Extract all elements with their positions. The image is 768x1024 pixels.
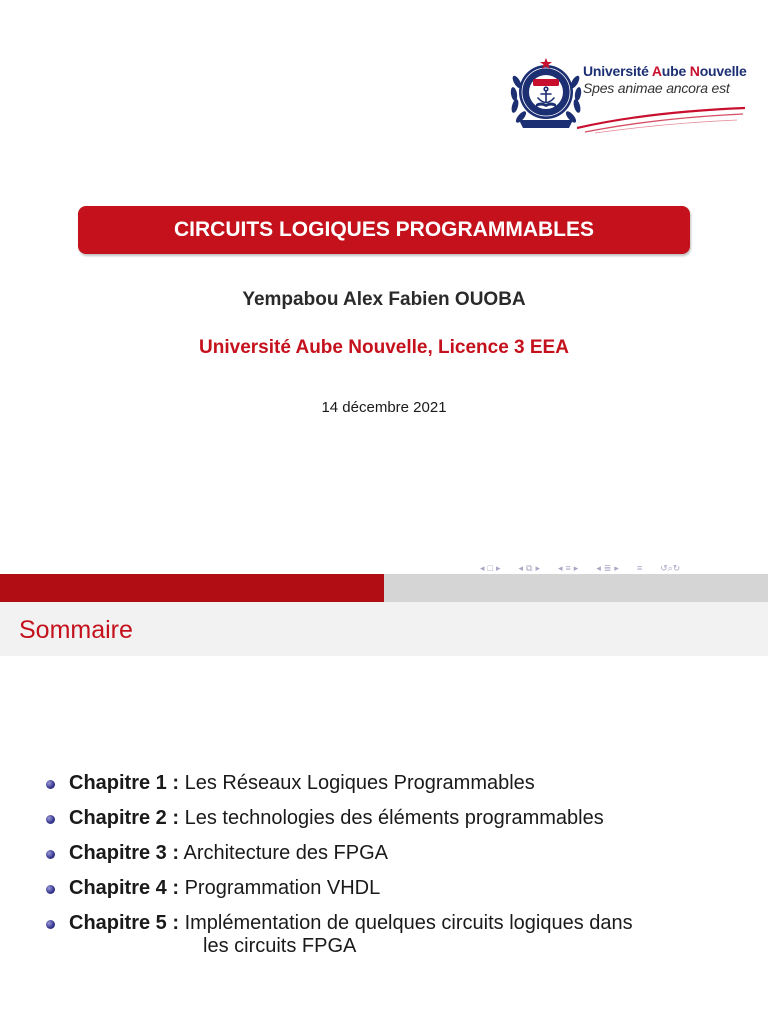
author-name: Yempabou Alex Fabien OUOBA xyxy=(242,289,526,310)
bullet-icon xyxy=(46,885,55,894)
nav-subsubsection-icon[interactable]: ≣ xyxy=(603,562,612,573)
nav-next-subsubsection-icon[interactable]: ▸ xyxy=(614,562,619,573)
header-bar-red xyxy=(0,574,384,602)
header-bar-gray xyxy=(384,574,768,602)
chapter-title: Les technologies des éléments programmables xyxy=(184,807,604,829)
chapter-list xyxy=(46,772,746,970)
list-item xyxy=(46,877,746,900)
chapter-title: Programmation VHDL xyxy=(184,877,381,899)
frame-title: Sommaire xyxy=(19,616,133,644)
logo-motto: Spes animae ancora est xyxy=(583,80,730,96)
nav-prev-frame-icon[interactable]: ◂ xyxy=(480,562,485,573)
chapter-title-continued: les circuits FPGA xyxy=(203,935,357,957)
list-item xyxy=(46,912,746,958)
chapter-number: Chapitre 2 : xyxy=(69,807,180,829)
nav-prev-subsubsection-icon[interactable]: ◂ xyxy=(596,562,601,573)
list-item xyxy=(46,807,746,830)
nav-next-section-icon[interactable]: ▸ xyxy=(573,562,579,573)
list-item xyxy=(46,772,746,795)
institute-name: Université Aube Nouvelle, Licence 3 EEA xyxy=(199,337,569,358)
nav-search-icon[interactable]: ↺⌕↻ xyxy=(660,562,681,573)
nav-frame-icon[interactable]: □ xyxy=(487,563,493,573)
nav-align-icon[interactable]: ≡ xyxy=(636,563,643,573)
chapter-title: Architecture des FPGA xyxy=(183,842,389,864)
presentation-date: 14 décembre 2021 xyxy=(321,399,447,416)
chapter-number: Chapitre 5 : xyxy=(69,912,180,934)
university-seal-icon xyxy=(507,52,585,138)
nav-section-icon[interactable]: ≡ xyxy=(565,563,571,573)
bullet-icon xyxy=(46,780,55,789)
presentation-title: CIRCUITS LOGIQUES PROGRAMMABLES xyxy=(78,206,690,254)
logo-swoosh-icon xyxy=(577,98,747,134)
nav-prev-subsection-icon[interactable]: ◂ xyxy=(518,562,524,573)
nav-next-subsection-icon[interactable]: ▸ xyxy=(535,562,540,573)
list-item xyxy=(46,842,746,865)
chapter-number: Chapitre 1 : xyxy=(69,772,180,794)
beamer-navigation-bar xyxy=(480,561,683,575)
nav-subsection-icon[interactable]: ⧉ xyxy=(526,562,533,573)
logo-university-name: Université Aube Nouvelle xyxy=(583,63,747,79)
university-logo xyxy=(507,52,747,142)
chapter-title: Les Réseaux Logiques Programmables xyxy=(184,772,535,794)
bullet-icon xyxy=(46,850,55,859)
nav-prev-section-icon[interactable]: ◂ xyxy=(558,562,563,573)
bullet-icon xyxy=(46,920,55,929)
summary-slide xyxy=(0,574,768,1024)
chapter-title: Implémentation de quelques circuits logiques dans xyxy=(184,912,633,934)
chapter-number: Chapitre 3 : xyxy=(69,842,180,864)
chapter-number: Chapitre 4 : xyxy=(69,877,180,899)
bullet-icon xyxy=(46,815,55,824)
nav-next-frame-icon[interactable]: ▸ xyxy=(495,562,501,573)
